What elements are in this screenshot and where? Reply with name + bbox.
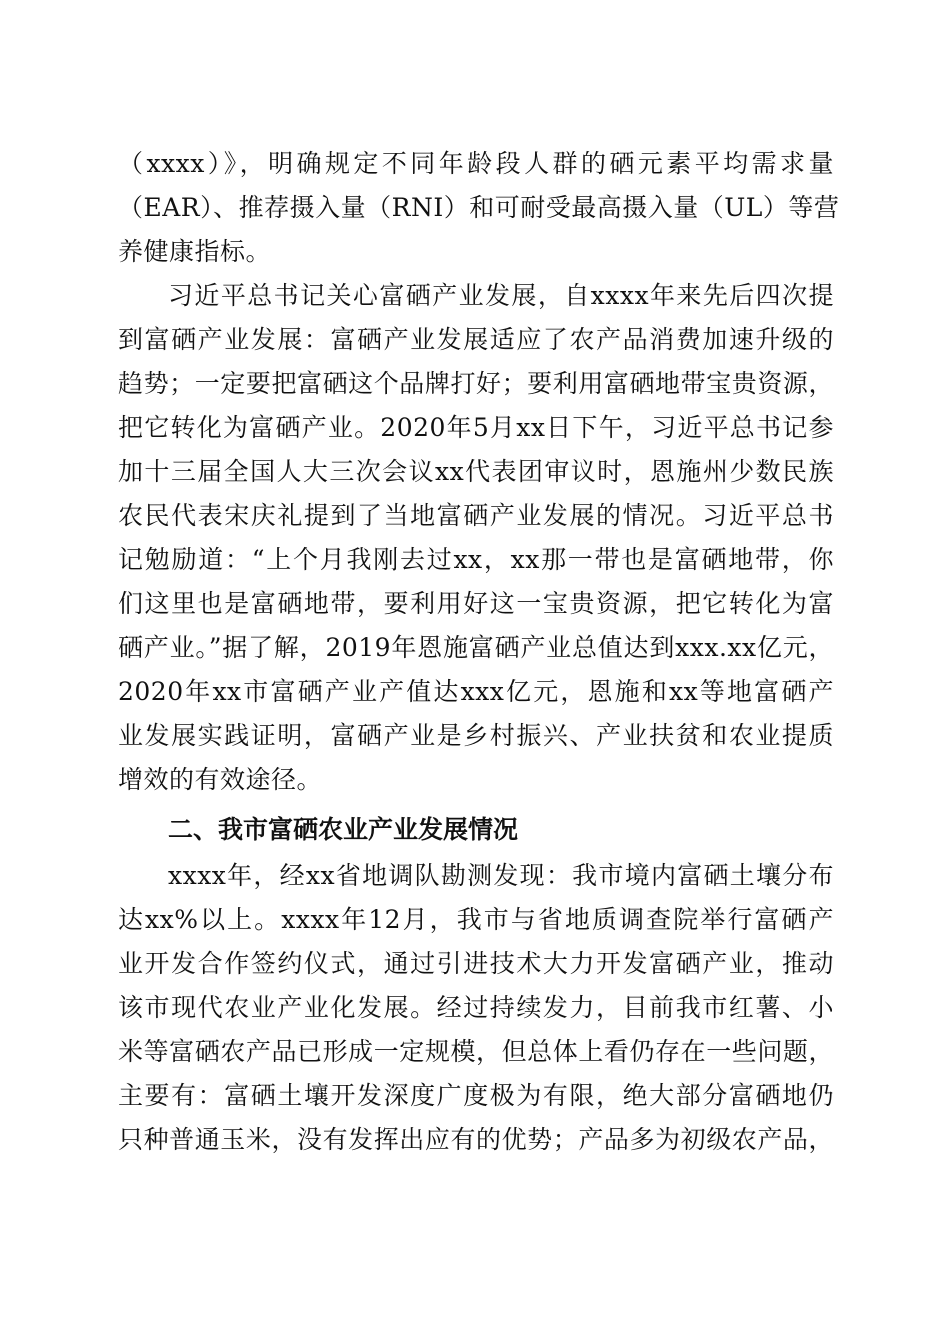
paragraph-2: [118, 274, 834, 802]
text-line: 主要有：富硒土壤开发深度广度极为有限，绝大部分富硒地仍: [118, 1081, 834, 1110]
text-line: 加十三届全国人大三次会议xx代表团审议时，恩施州少数民族: [118, 457, 834, 486]
text-line: 增效的有效途径。: [118, 765, 323, 794]
paragraph-3: [118, 854, 834, 1162]
text-line: 达xx%以上。xxxx年12月，我市与省地质调查院举行富硒产: [118, 905, 834, 934]
text-line: 该市现代农业产业化发展。经过持续发力，目前我市红薯、小: [118, 993, 834, 1022]
text-line: 们这里也是富硒地带，要利用好这一宝贵资源，把它转化为富: [118, 589, 834, 618]
text-line: 米等富硒农产品已形成一定规模，但总体上看仍存在一些问题，: [118, 1037, 834, 1066]
text-line: （EAR）、推荐摄入量（RNI）和可耐受最高摄入量（UL）等营: [118, 193, 840, 222]
text-line: 习近平总书记关心富硒产业发展，自xxxx年来先后四次提: [168, 281, 834, 310]
section-heading: 二、我市富硒农业产业发展情况: [168, 815, 519, 844]
text-line: 把它转化为富硒产业。2020年5月xx日下午，习近平总书记参: [118, 413, 834, 442]
text-line: 趋势；一定要把富硒这个品牌打好；要利用富硒地带宝贵资源，: [118, 369, 834, 398]
text-line: 业开发合作签约仪式，通过引进技术大力开发富硒产业，推动: [118, 949, 834, 978]
text-line: 2020年xx市富硒产业产值达xxx亿元，恩施和xx等地富硒产: [118, 677, 834, 706]
text-line: （xxxx）》，明确规定不同年龄段人群的硒元素平均需求量: [118, 149, 834, 178]
text-line: 记勉励道：“上个月我刚去过xx，xx那一带也是富硒地带，你: [118, 545, 834, 574]
text-line: 农民代表宋庆礼提到了当地富硒产业发展的情况。习近平总书: [118, 501, 834, 530]
text-line: xxxx年，经xx省地调队勘测发现：我市境内富硒土壤分布: [168, 861, 834, 890]
text-line: 养健康指标。: [118, 237, 272, 266]
text-line: 业发展实践证明，富硒产业是乡村振兴、产业扶贫和农业提质: [118, 721, 834, 750]
document-page: [118, 142, 840, 1162]
text-line: 只种普通玉米，没有发挥出应有的优势；产品多为初级农产品，: [118, 1125, 834, 1154]
text-line: 到富硒产业发展：富硒产业发展适应了农产品消费加速升级的: [118, 325, 834, 354]
text-line: 硒产业。”据了解，2019年恩施富硒产业总值达到xxx.xx亿元，: [118, 633, 834, 662]
paragraph-1: [118, 142, 840, 274]
